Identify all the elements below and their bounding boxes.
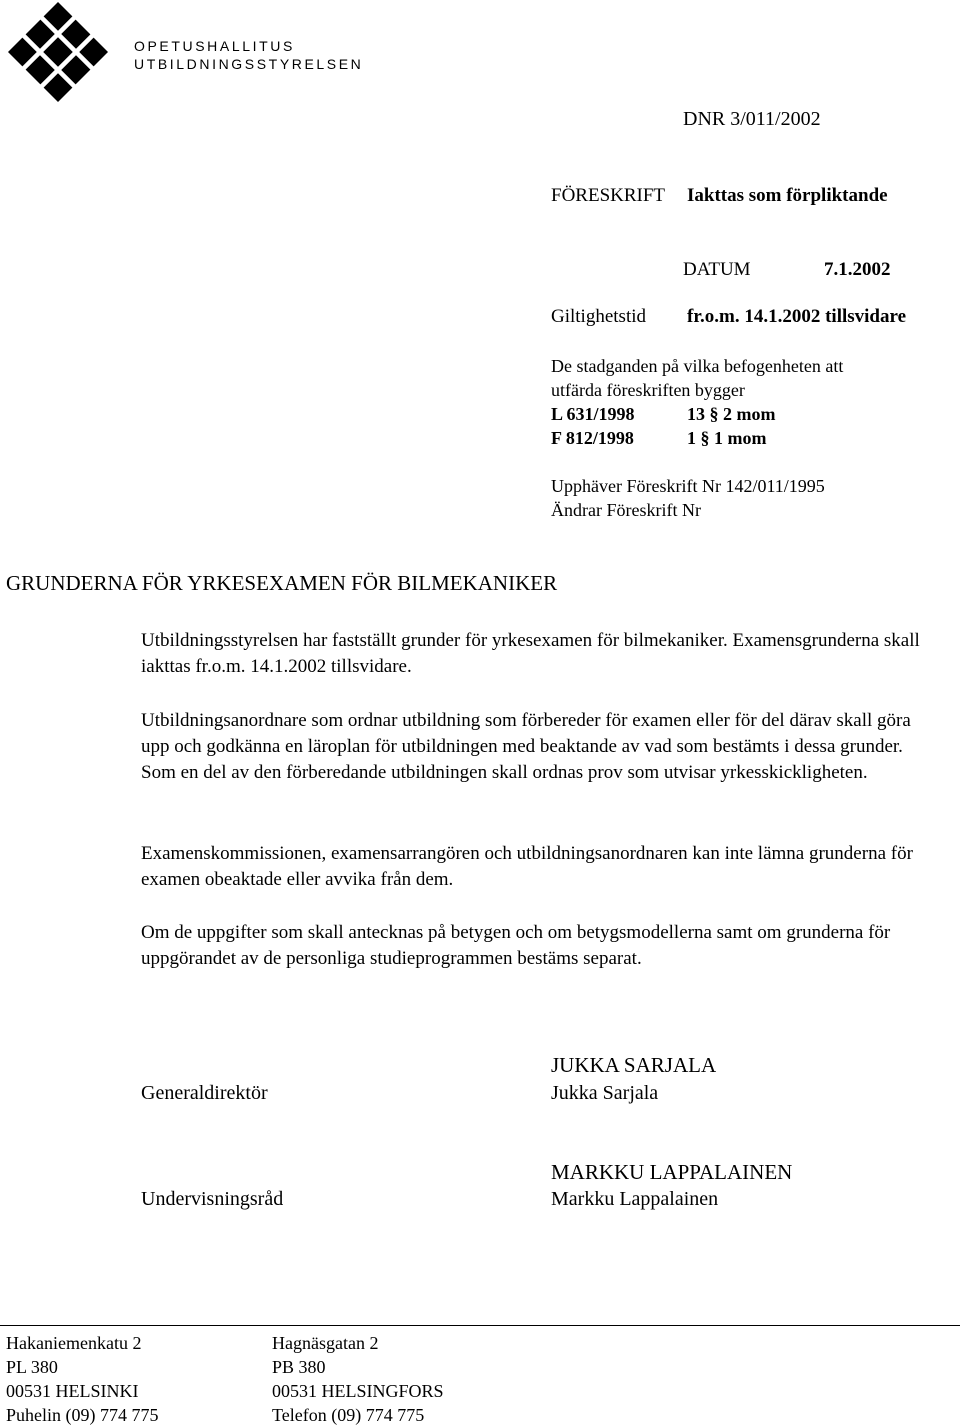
paragraph-1-text: Utbildningsstyrelsen har fastställt grunder för yrkesexamen för bilmekaniker. Examensgrunderna skall iakttas fr.o.m. 14.1.2002 tillsvidare. [141,630,920,677]
document-title: GRUNDERNA FÖR YRKESEXAMEN FÖR BILMEKANIKER [6,571,558,595]
diamond-logo-icon [8,2,108,102]
logo-line-1: OPETUSHALLITUS [134,38,295,54]
signature-2-name: Markku Lappalainen [551,1188,719,1210]
stadganden-line-2: utfärda föreskriften bygger [551,380,745,400]
logo-line-2: UTBILDNINGSSTYRELSEN [134,56,364,72]
law-1-para: 13 § 2 mom [687,404,776,424]
footer-divider [0,1325,960,1326]
footer-sv-street: Hagnäsgatan 2 [272,1333,379,1353]
signature-1-name: Jukka Sarjala [551,1082,659,1104]
footer-fi-pobox: PL 380 [6,1357,58,1377]
giltighet-label: Giltighetstid [551,306,646,327]
paragraph-4 [141,920,941,972]
andrar-text: Ändrar Föreskrift Nr [551,500,701,520]
dnr-number: DNR 3/011/2002 [683,108,821,130]
giltighet-value: fr.o.m. 14.1.2002 tillsvidare [687,306,907,327]
footer-fi-phone: Puhelin (09) 774 775 [6,1405,159,1425]
upphaver-text: Upphäver Föreskrift Nr 142/011/1995 [551,476,825,496]
paragraph-2-text: Utbildningsanordnare som ordnar utbildning som förbereder för examen eller för del därav skall göra upp och godkänna en läroplan för utbildningen med beaktande av vad som bestämts i dessa grunder. Som en del av den förberedande utbildningen skall ordnas prov som utvisar yrkesskickligheten. [141,710,911,783]
paragraph-4-text: Om de uppgifter som skall antecknas på betygen och om betygsmodellerna samt om grunderna för uppgörandet av de personliga studieprogrammen bestäms separat. [141,922,891,969]
signature-1-name-caps: JUKKA SARJALA [551,1053,717,1077]
law-2-ref: F 812/1998 [551,428,634,448]
law-2-para: 1 § 1 mom [687,428,767,448]
paragraph-2 [141,708,941,786]
signature-1-title: Generaldirektör [141,1082,268,1104]
footer-sv-phone: Telefon (09) 774 775 [272,1405,425,1425]
signature-2-title: Undervisningsråd [141,1188,284,1210]
footer-fi-postal: 00531 HELSINKI [6,1381,139,1401]
footer-sv-postal: 00531 HELSINGFORS [272,1381,444,1401]
footer-fi-street: Hakaniemenkatu 2 [6,1333,142,1353]
foreskrift-value: Iakttas som förpliktande [687,185,888,206]
foreskrift-label: FÖRESKRIFT [551,185,666,206]
law-1-ref: L 631/1998 [551,404,635,424]
paragraph-3-text: Examenskommissionen, examensarrangören och utbildningsanordnaren kan inte lämna grunderna för examen obeaktade eller avvika från dem. [141,843,913,890]
signature-2-name-caps: MARKKU LAPPALAINEN [551,1160,793,1184]
footer-sv-pobox: PB 380 [272,1357,326,1377]
datum-label: DATUM [683,259,751,280]
paragraph-3 [141,841,941,893]
datum-value: 7.1.2002 [824,259,891,280]
paragraph-1 [141,628,941,680]
stadganden-line-1: De stadganden på vilka befogenheten att [551,356,844,376]
